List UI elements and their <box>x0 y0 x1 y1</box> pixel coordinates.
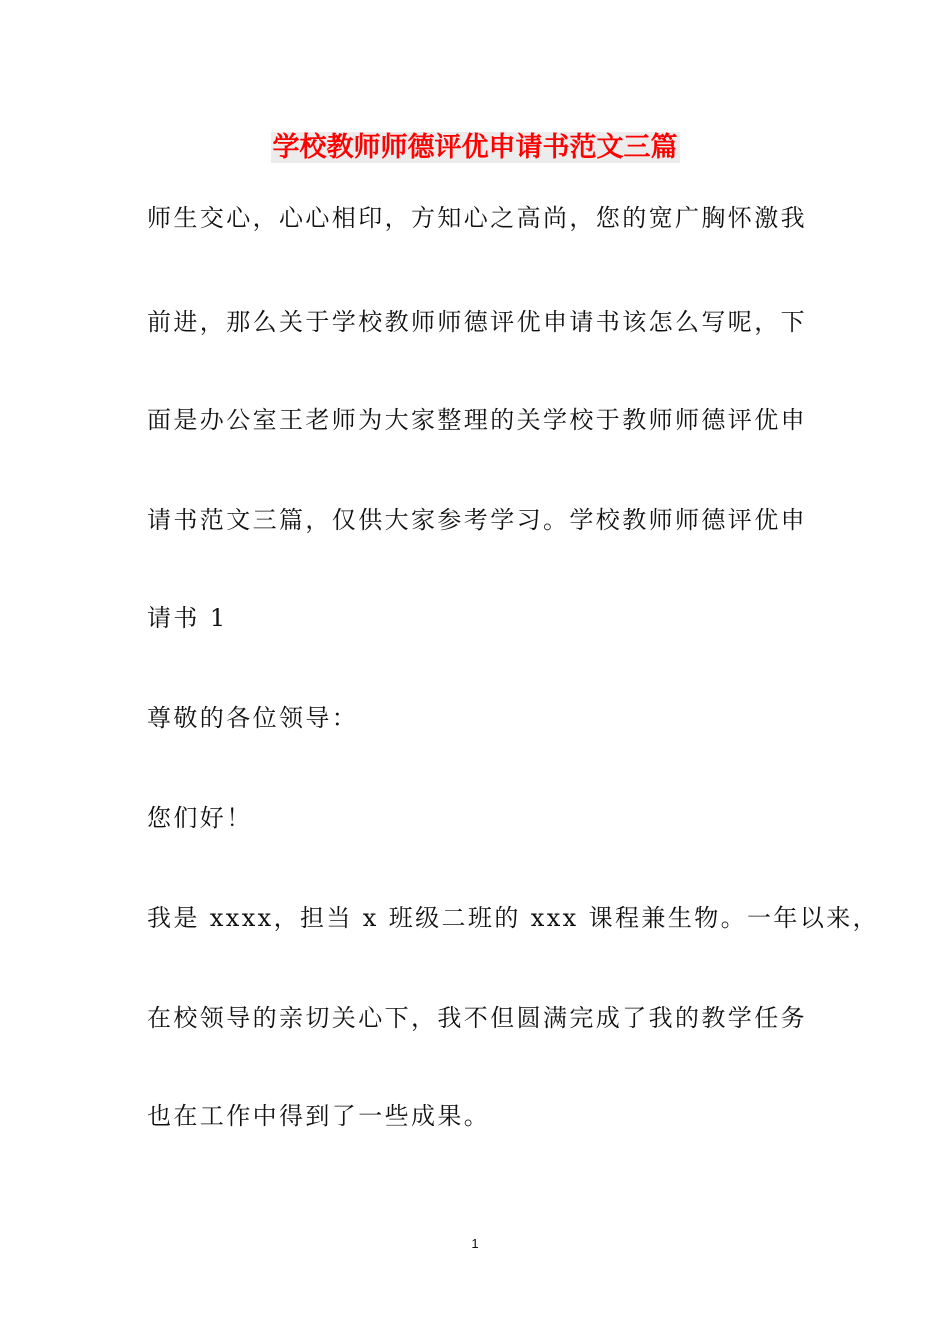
body-line-4: 请书范文三篇，仅供大家参考学习。学校教师师德评优申 <box>147 506 807 534</box>
body-line-5: 请书 1 <box>147 604 228 632</box>
document-title: 学校教师师德评优申请书范文三篇 <box>272 132 678 163</box>
body-line-1: 师生交心，心心相印，方知心之高尚，您的宽广胸怀激我 <box>147 204 807 232</box>
salutation-line: 尊敬的各位领导： <box>147 704 359 732</box>
body-line-3: 面是办公室王老师为大家整理的关学校于教师师德评优申 <box>147 406 807 434</box>
body-line-8: 我是 xxxx，担当 x 班级二班的 xxx 课程兼生物。一年以来， <box>147 904 880 932</box>
body-line-9: 在校领导的亲切关心下，我不但圆满完成了我的教学任务 <box>147 1004 807 1032</box>
body-line-2: 前进，那么关于学校教师师德评优申请书该怎么写呢，下 <box>147 308 807 336</box>
body-line-10: 也在工作中得到了一些成果。 <box>147 1102 491 1130</box>
greeting-line: 您们好！ <box>147 804 253 832</box>
document-title-container <box>0 128 950 168</box>
page-number: 1 <box>471 1236 479 1251</box>
